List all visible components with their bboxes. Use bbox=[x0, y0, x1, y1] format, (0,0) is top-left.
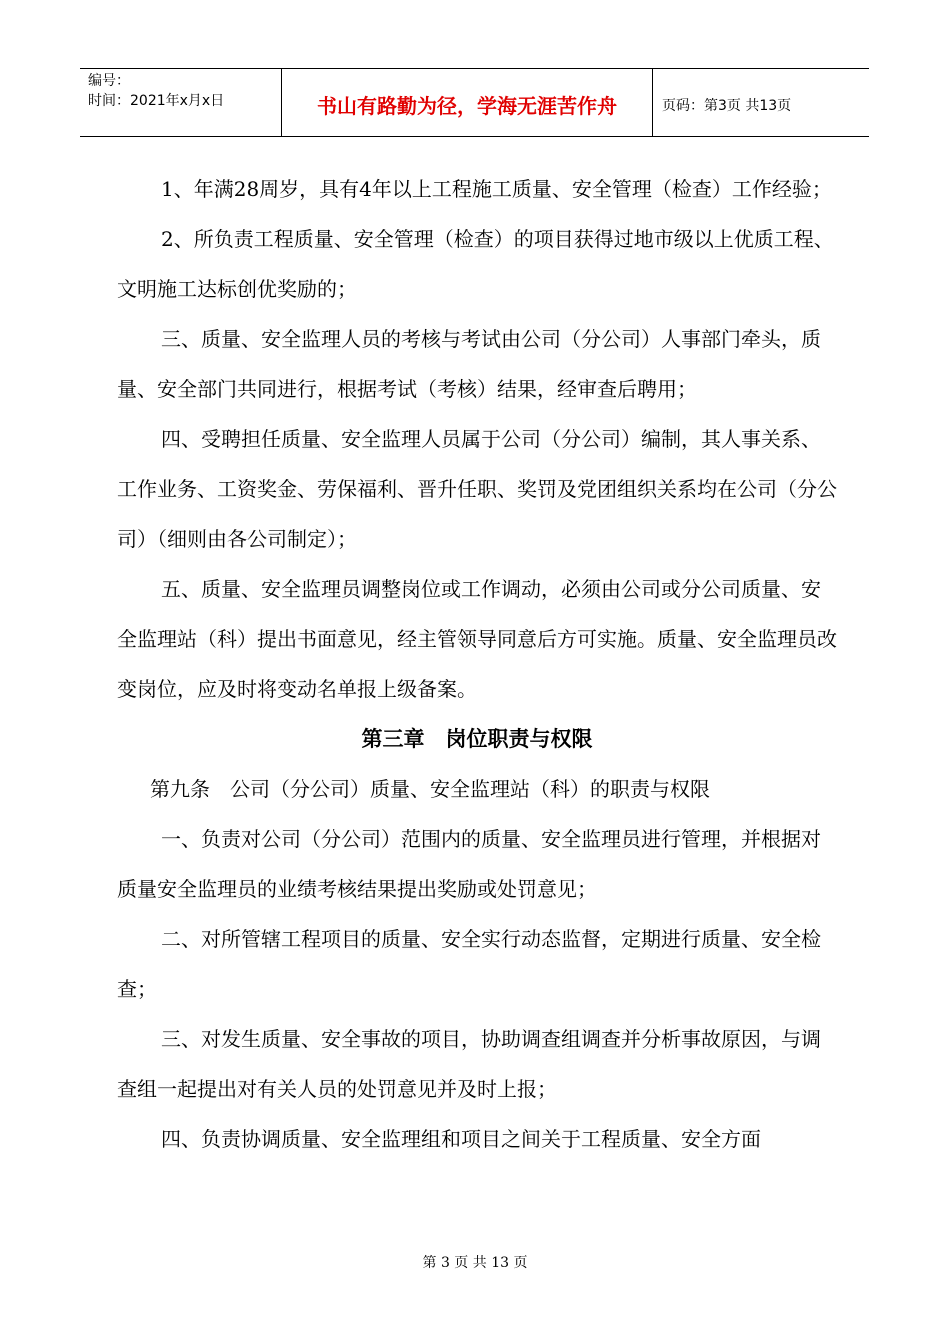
body-paragraph: 2、所负责工程质量、安全管理（检查）的项目获得过地市级以上优质工程、文明施工达标创优奖励的； bbox=[117, 227, 834, 301]
body-paragraph: 一、负责对公司（分公司）范围内的质量、安全监理员进行管理，并根据对质量安全监理员的业绩考核结果提出奖励或处罚意见； bbox=[117, 827, 821, 901]
body-paragraph: 四、负责协调质量、安全监理组和项目之间关于工程质量、安全方面 bbox=[161, 1127, 761, 1151]
document-time-label: 时间：2021年x月x日 bbox=[88, 93, 225, 109]
page-header bbox=[80, 68, 869, 137]
document-body bbox=[117, 164, 837, 1164]
chapter-title: 第三章 岗位职责与权限 bbox=[361, 727, 593, 751]
body-paragraph: 四、受聘担任质量、安全监理人员属于公司（分公司）编制，其人事关系、工作业务、工资奖金、劳保福利、晋升任职、奖罚及党团组织关系均在公司（分公司）（细则由各公司制定）； bbox=[117, 427, 837, 551]
body-paragraph: 二、对所管辖工程项目的质量、安全实行动态监督，定期进行质量、安全检查； bbox=[117, 927, 821, 1001]
header-meta bbox=[80, 69, 281, 136]
header-page-info: 页码：第3页 共13页 bbox=[662, 97, 792, 114]
body-paragraph: 五、质量、安全监理员调整岗位或工作调动，必须由公司或分公司质量、安全监理站（科）提出书面意见，经主管领导同意后方可实施。质量、安全监理员改变岗位，应及时将变动名单报上级备案。 bbox=[117, 577, 837, 701]
article-title: 第九条 公司（分公司）质量、安全监理站（科）的职责与权限 bbox=[150, 777, 710, 801]
body-paragraph: 三、质量、安全监理人员的考核与考试由公司（分公司）人事部门牵头，质量、安全部门共同进行，根据考试（考核）结果，经审查后聘用； bbox=[117, 327, 821, 401]
body-paragraph: 1、年满28周岁，具有4年以上工程施工质量、安全管理（检查）工作经验； bbox=[161, 177, 832, 201]
body-paragraph: 三、对发生质量、安全事故的项目，协助调查组调查并分析事故原因，与调查组一起提出对有关人员的处罚意见并及时上报； bbox=[117, 1027, 821, 1101]
page-footer: 第 3 页 共 13 页 bbox=[422, 1255, 528, 1271]
document-number-label: 编号： bbox=[88, 73, 130, 89]
header-motto: 书山有路勤为径，学海无涯苦作舟 bbox=[281, 69, 653, 136]
